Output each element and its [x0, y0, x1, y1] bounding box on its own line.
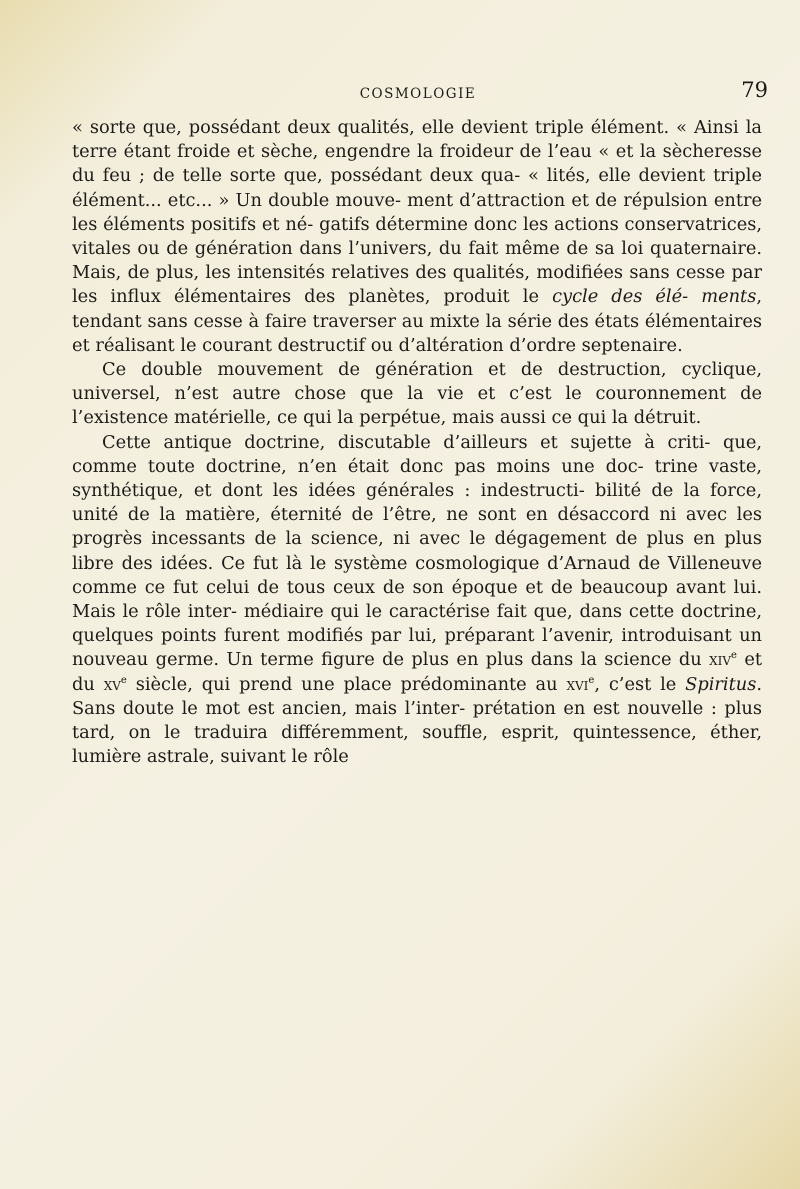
paragraph-1: [72, 116, 762, 358]
paragraph-3: [72, 431, 762, 770]
century-xiv: xiv: [709, 649, 732, 671]
superscript-e: e: [120, 674, 127, 686]
body-text: [72, 116, 762, 769]
page-header: [68, 78, 768, 108]
paragraph-2: Ce double mouvement de génération et de destruction, cyclique, universel, n’est autre chose que la vie et c’est le couronnement de l’existence matérielle, ce qui la perpétue, mais aussi ce qui la détruit.: [72, 359, 762, 429]
paragraph-3-text-b: et du: [72, 649, 762, 695]
page-number: 79: [741, 78, 768, 102]
paragraph-1-text-a: « sorte que, possédant deux qualités, elle devient triple élément. « Ainsi la terre étant froide et sèche, engendre la froideur de l’eau « et la sècheresse du feu ; de telle sorte que, possédant deux qua- « lités, elle devient triple élément... etc... » Un double mouve- ment d’attraction et de répulsion entre les éléments positifs et né- gatifs détermine donc les actions conservatrices, vitales ou de génération dans l’univers, du fait même de sa loi quaternaire. Mais, de plus, les intensités relatives des qualités, modifiées sans cesse par les influx élémentaires des planètes, produit le: [72, 117, 762, 308]
paragraph-1-text-b: , tendant sans cesse à faire traverser au mixte la série des états élémentaires et réalisant le courant destructif ou d’altération d’ordre septenaire.: [72, 286, 762, 356]
century-xvi: xvi: [566, 673, 589, 695]
paragraph-3-text-a: Cette antique doctrine, discutable d’ailleurs et sujette à criti- que, comme toute doctrine, n’en était donc pas moins une doc- trine vaste, synthétique, et dont les idées générales : indestructi- bilité de la force, unité de la matière, éternité de l’être, ne sont en désaccord ni avec les progrès incessants de la science, ni avec le dégagement de plus en plus libre des idées. Ce fut là le système cosmologique d’Arnaud de Villeneuve comme ce fut celui de tous ceux de son époque et de beaucoup avant lui. Mais le rôle inter- médiaire qui le caractérise fait que, dans cette doctrine, quelques points furent modifiés par lui, préparant l’avenir, introduisant un nouveau germe. Un terme figure de plus en plus dans la science du: [72, 431, 762, 671]
paragraph-3-text-d: , c’est le: [594, 673, 686, 695]
italic-spiritus: Spiritus: [685, 673, 757, 695]
paragraph-3-text-e: . Sans doute le mot est ancien, mais l’inter- prétation en est nouvelle : plus tard, on le traduira différemment, souffle, esprit, quintessence, éther, lumière astrale, suivant le rôle: [72, 673, 762, 768]
running-title: COSMOLOGIE: [359, 86, 477, 102]
italic-cycle-des-elements: cycle des élé- ments: [552, 286, 757, 308]
century-xv: xv: [103, 673, 121, 695]
superscript-e: e: [588, 674, 595, 686]
paragraph-3-text-c: siècle, qui prend une place prédominante au: [126, 673, 567, 695]
superscript-e: e: [731, 650, 737, 662]
